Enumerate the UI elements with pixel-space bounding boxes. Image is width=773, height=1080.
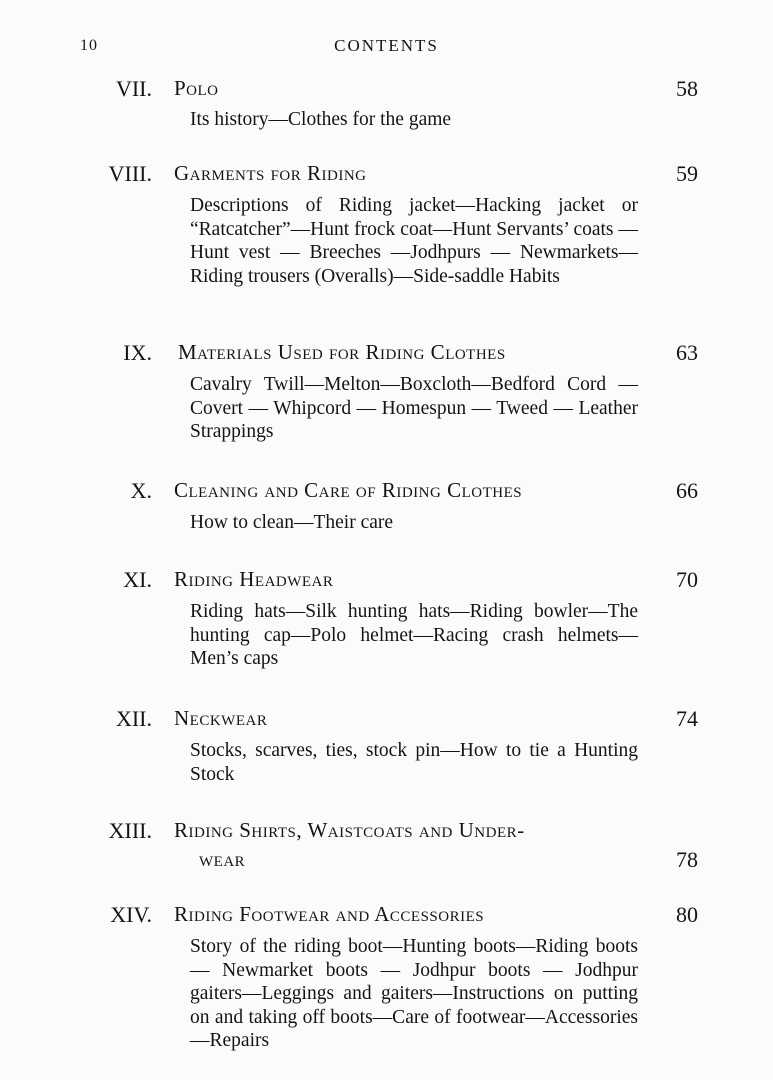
chapter-title: Neckwear — [174, 706, 268, 730]
chapter-description: Cavalry Twill—Melton—Boxcloth—Bedford Cord — Covert — Whipcord — Homespun — Tweed — Leather Strappings — [190, 374, 638, 442]
chapter-page: 80 — [676, 902, 698, 927]
chapter-page: 66 — [676, 478, 698, 503]
chapter-page: 63 — [676, 340, 698, 365]
chapter-numeral: VIII. — [108, 161, 152, 186]
chapter-title: Polo — [174, 76, 219, 100]
chapter-numeral: VII. — [115, 76, 152, 101]
chapter-numeral: XII. — [115, 706, 152, 731]
chapter-numeral: XIII. — [108, 818, 152, 843]
chapter-description: How to clean—Their care — [190, 512, 394, 533]
chapter-numeral: IX. — [123, 340, 152, 365]
chapter-description: Riding hats—Silk hunting hats—Riding bowler—The hunting cap—Polo helmet—Racing crash helmets—Men’s caps — [190, 601, 638, 669]
chapter-title: Garments for Riding — [174, 161, 367, 185]
chapter-title: Materials Used for Riding Clothes — [178, 340, 506, 364]
chapter-description: Story of the riding boot—Hunting boots—Riding boots — Newmarket boots — Jodhpur boots — Jodhpur gaiters—Leggings and gaiters—Instructions on putting on and taking off boots—Care of footwear—Accessories—Repairs — [190, 936, 638, 1051]
chapter-page: 59 — [676, 161, 698, 186]
chapter-description: Descriptions of Riding jacket—Hacking jacket or “Ratcatcher”—Hunt frock coat—Hunt Servants’ coats — Hunt vest — Breeches —Jodhpurs — Newmarkets—Riding trousers (Overalls)—Side-saddle Habits — [190, 195, 638, 287]
chapter-page: 78 — [676, 847, 698, 872]
chapter-description: Its history—Clothes for the game — [190, 109, 452, 130]
chapter-numeral: X. — [130, 478, 152, 503]
page-number: 10 — [80, 37, 98, 54]
chapter-numeral: XIV. — [110, 902, 152, 927]
chapter-title: Riding Headwear — [174, 567, 334, 591]
chapter-page: 70 — [676, 567, 698, 592]
chapter-title-continuation: wear — [199, 847, 246, 871]
running-head: CONTENTS — [334, 36, 439, 55]
chapter-description: Stocks, scarves, ties, stock pin—How to tie a Hunting Stock — [190, 740, 638, 785]
chapter-page: 58 — [676, 76, 698, 101]
chapter-title: Riding Footwear and Accessories — [174, 902, 485, 926]
chapter-title: Cleaning and Care of Riding Clothes — [174, 478, 523, 502]
chapter-title: Riding Shirts, Waistcoats and Under- — [174, 818, 525, 842]
chapter-page: 74 — [676, 706, 698, 731]
chapter-numeral: XI. — [123, 567, 152, 592]
